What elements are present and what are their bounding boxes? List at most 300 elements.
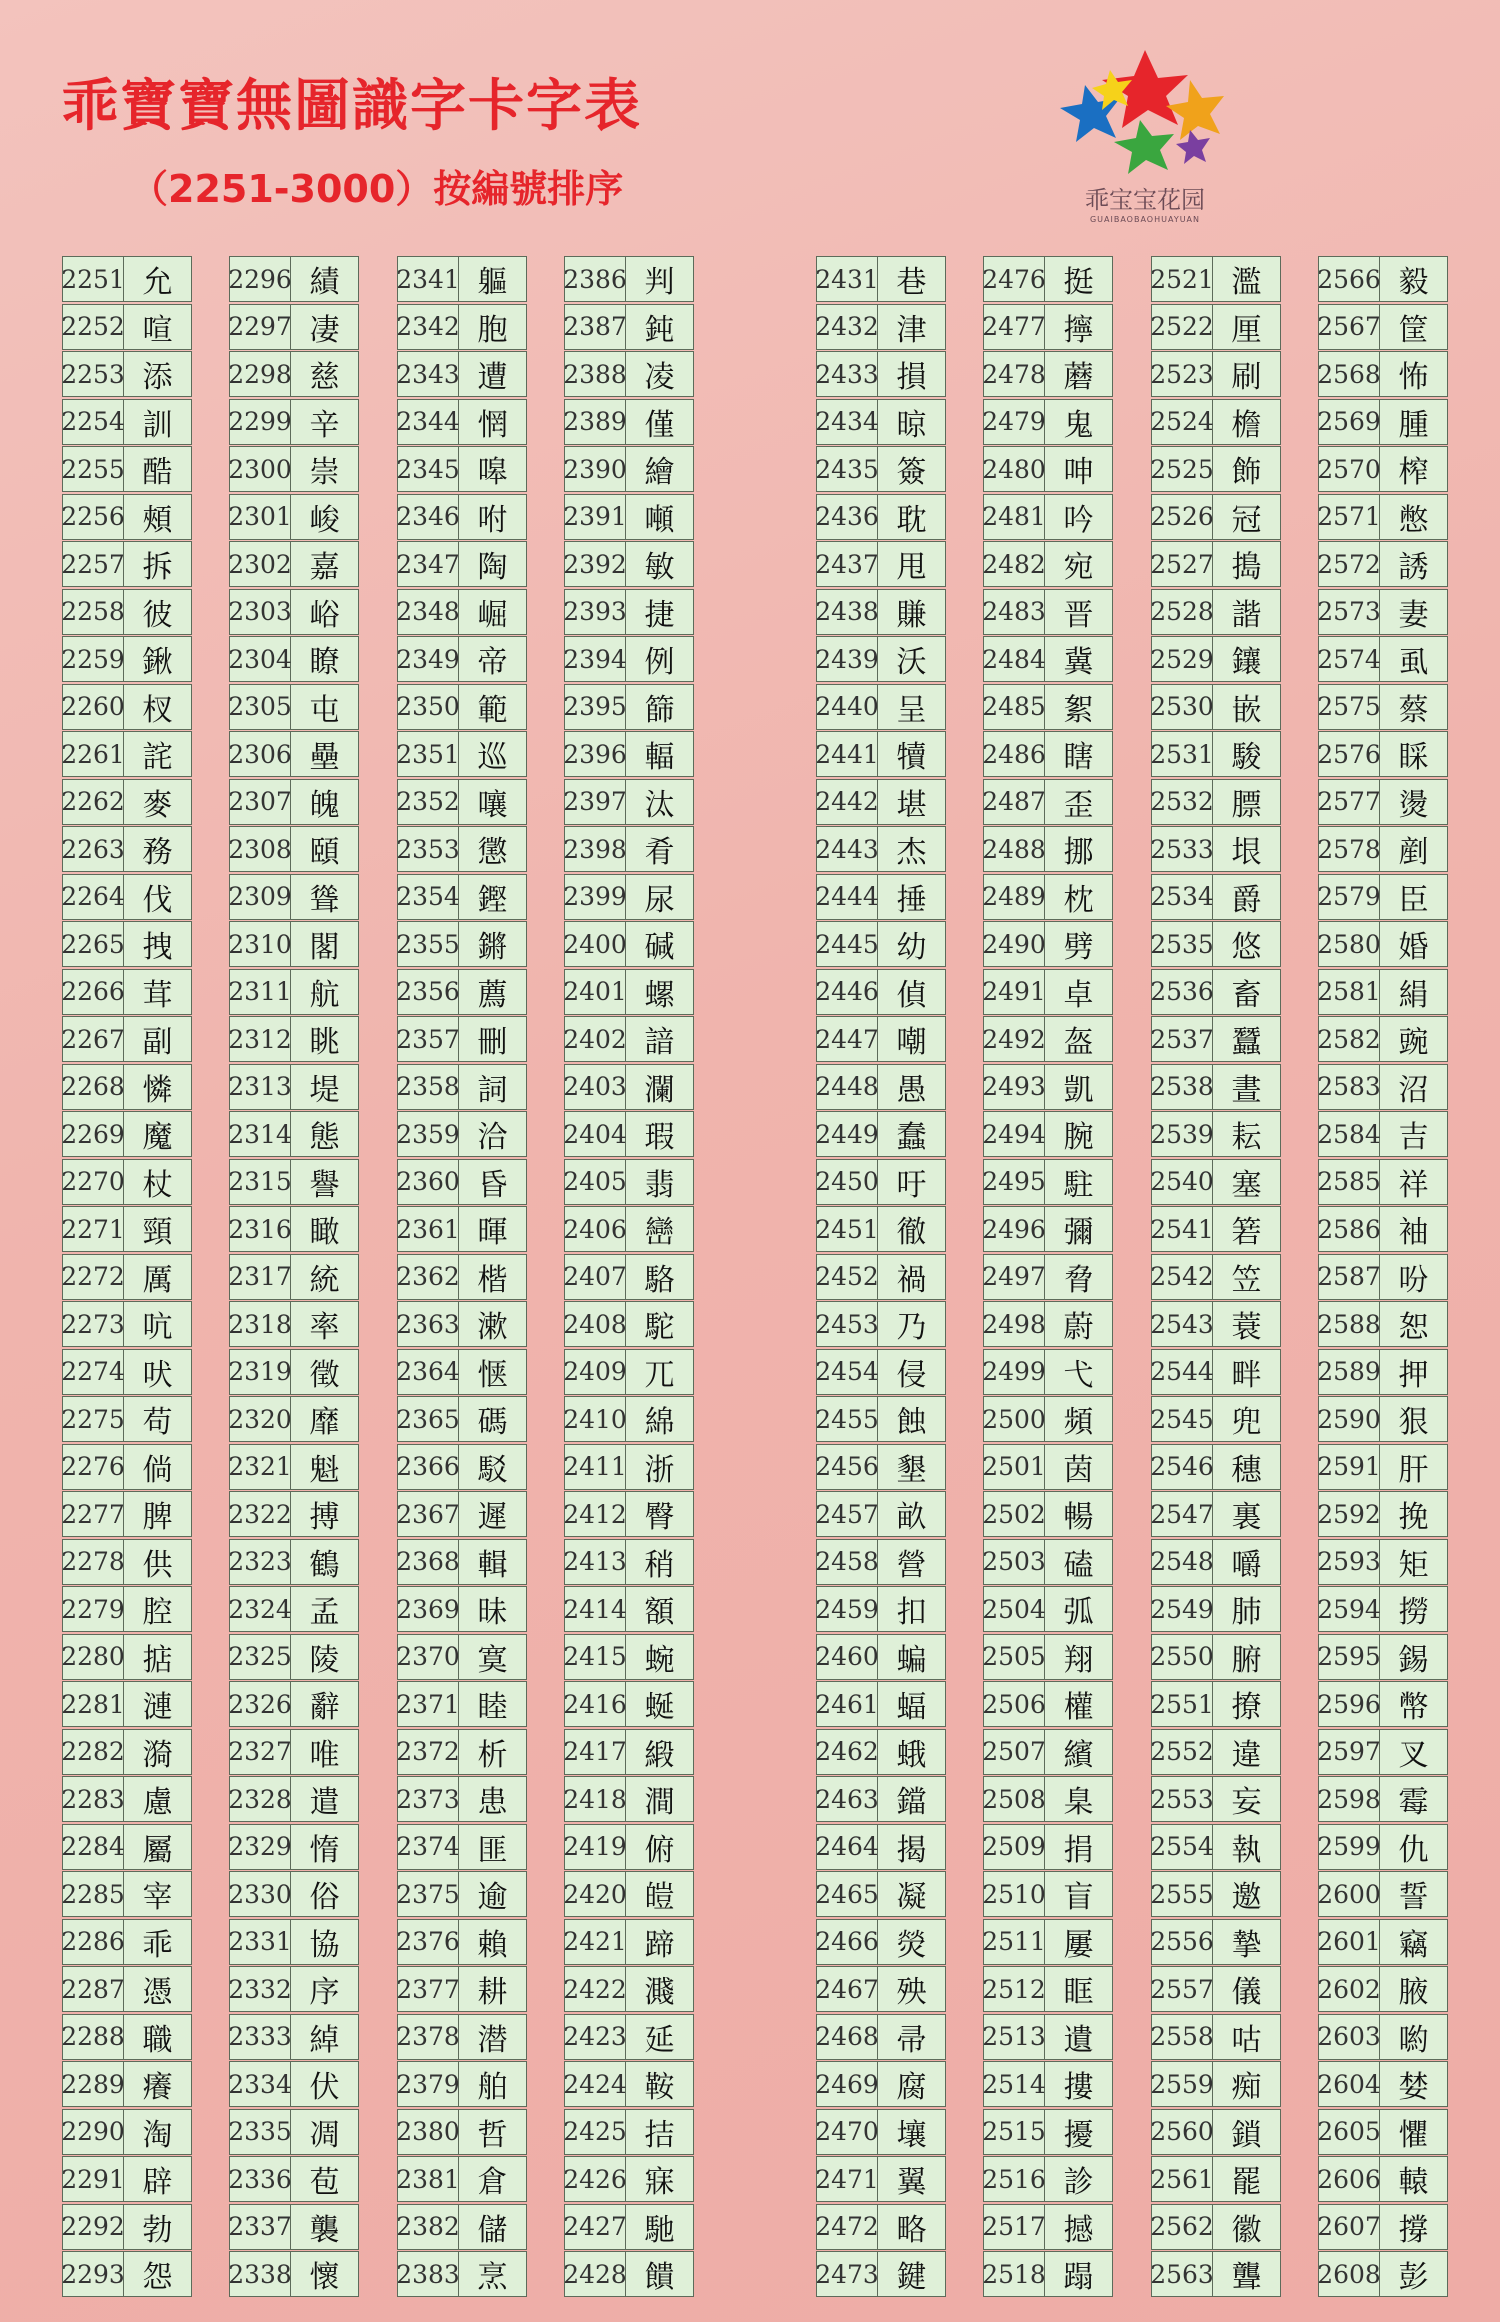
card-number: 2288 (63, 2015, 124, 2059)
table-cell (397, 969, 527, 1015)
card-character: 檐 (1231, 407, 1262, 443)
table-cell (229, 2204, 359, 2250)
table-cell (62, 1729, 192, 1775)
card-number: 2379 (398, 2062, 459, 2106)
card-character: 枕 (1063, 882, 1094, 918)
table-cell (1151, 779, 1281, 825)
card-character: 蝠 (896, 1690, 927, 1725)
card-character: 鐺 (896, 1785, 927, 1820)
card-number: 2527 (1152, 542, 1213, 586)
card-number: 2443 (817, 827, 878, 871)
card-number: 2376 (398, 1920, 459, 1964)
table-cell (229, 446, 359, 492)
table-cell (1318, 1111, 1448, 1157)
card-character: 狠 (1398, 1405, 1429, 1440)
card-number: 2391 (565, 495, 626, 539)
table-cell (983, 1349, 1113, 1395)
card-number: 2455 (817, 1397, 878, 1441)
card-number: 2380 (398, 2110, 459, 2154)
card-number: 2271 (63, 1207, 124, 1251)
card-character: 刪 (477, 1025, 508, 1060)
table-cell (564, 1871, 694, 1917)
table-cell (816, 1966, 946, 2012)
table-cell (229, 1396, 359, 1442)
card-character: 沼 (1398, 1072, 1429, 1108)
card-character: 津 (896, 312, 927, 348)
table-cell (816, 2109, 946, 2155)
table-cell (1151, 826, 1281, 872)
card-character: 俗 (309, 1880, 340, 1915)
card-number: 2405 (565, 1160, 626, 1204)
card-character: 寐 (644, 2165, 675, 2200)
card-character: 蹋 (1063, 2260, 1094, 2295)
table-cell (816, 1064, 946, 1110)
card-number: 2334 (230, 2062, 291, 2106)
card-number: 2588 (1319, 1302, 1380, 1346)
table-cell (397, 1396, 527, 1442)
table-cell (816, 969, 946, 1015)
card-character: 捐 (1063, 1832, 1094, 1868)
flower-logo-icon (1040, 30, 1250, 180)
table-cell (62, 399, 192, 445)
table-column (816, 256, 948, 2299)
table-cell (229, 1586, 359, 1632)
card-number: 2257 (63, 542, 124, 586)
table-cell (62, 636, 192, 682)
card-number: 2371 (398, 1682, 459, 1726)
table-cell (397, 589, 527, 635)
table-cell (1151, 1064, 1281, 1110)
card-character: 摟 (1063, 2070, 1094, 2105)
card-number: 2583 (1319, 1065, 1380, 1109)
card-number: 2286 (63, 1920, 124, 1964)
card-number: 2382 (398, 2205, 459, 2249)
card-character: 捶 (896, 882, 927, 918)
table-cell (397, 1776, 527, 1822)
table-cell (62, 1064, 192, 1110)
card-character: 凋 (309, 2117, 340, 2153)
table-cell (1151, 1349, 1281, 1395)
card-number: 2492 (984, 1017, 1045, 1061)
card-character: 眺 (309, 1025, 340, 1060)
card-character: 押 (1398, 1357, 1429, 1393)
card-character: 厲 (142, 1262, 173, 1298)
card-number: 2316 (230, 1207, 291, 1251)
card-character: 侵 (896, 1357, 927, 1393)
table-cell (62, 589, 192, 635)
table-cell (229, 2014, 359, 2060)
card-character: 腐 (896, 2070, 927, 2105)
card-number: 2596 (1319, 1682, 1380, 1726)
table-cell (816, 2251, 946, 2297)
card-character: 漣 (142, 1690, 173, 1725)
card-character: 兀 (644, 1357, 675, 1393)
table-cell (62, 1301, 192, 1347)
table-cell (397, 636, 527, 682)
table-cell (564, 399, 694, 445)
table-cell (564, 1966, 694, 2012)
card-number: 2573 (1319, 590, 1380, 634)
card-character: 楷 (477, 1262, 508, 1298)
logo-text: 乖宝宝花园 (1085, 186, 1205, 214)
table-cell (564, 494, 694, 540)
table-cell (983, 446, 1113, 492)
card-number: 2482 (984, 542, 1045, 586)
card-character: 判 (644, 265, 675, 300)
card-character: 儀 (1231, 1975, 1262, 2010)
table-cell (564, 1159, 694, 1205)
card-character: 彭 (1398, 2260, 1429, 2295)
table-cell (816, 1206, 946, 1252)
card-number: 2496 (984, 1207, 1045, 1251)
card-number: 2399 (565, 875, 626, 919)
table-cell (1151, 1681, 1281, 1727)
card-character: 宰 (142, 1880, 173, 1915)
card-character: 漱 (477, 1310, 508, 1345)
card-character: 診 (1063, 2165, 1094, 2200)
card-character: 殃 (896, 1975, 927, 2010)
table-cell (816, 1444, 946, 1490)
card-number: 2587 (1319, 1255, 1380, 1299)
card-character: 爵 (1231, 882, 1262, 918)
table-cell (1318, 1349, 1448, 1395)
table-cell (816, 1254, 946, 1300)
table-cell (397, 1871, 527, 1917)
card-number: 2369 (398, 1587, 459, 1631)
table-cell (983, 969, 1113, 1015)
card-number: 2497 (984, 1255, 1045, 1299)
card-number: 2337 (230, 2205, 291, 2249)
card-character: 轅 (1398, 2165, 1429, 2200)
table-cell (564, 1254, 694, 1300)
table-cell (1151, 969, 1281, 1015)
card-number: 2381 (398, 2157, 459, 2201)
card-number: 2540 (1152, 1160, 1213, 1204)
card-number: 2590 (1319, 1397, 1380, 1441)
card-number: 2561 (1152, 2157, 1213, 2201)
table-cell (229, 256, 359, 302)
card-number: 2403 (565, 1065, 626, 1109)
table-cell (983, 1919, 1113, 1965)
table-cell (1318, 1824, 1448, 1870)
card-number: 2413 (565, 1540, 626, 1584)
card-number: 2383 (398, 2252, 459, 2296)
card-number: 2406 (565, 1207, 626, 1251)
table-cell (1151, 921, 1281, 967)
card-character: 舶 (477, 2070, 508, 2105)
table-cell (1151, 1301, 1281, 1347)
card-character: 臀 (644, 1500, 675, 1535)
table-cell (983, 1824, 1113, 1870)
card-number: 2265 (63, 922, 124, 966)
card-character: 腫 (1398, 407, 1429, 443)
card-number: 2601 (1319, 1920, 1380, 1964)
card-character: 惬 (477, 1357, 508, 1393)
card-character: 蘑 (1063, 360, 1094, 395)
card-character: 稍 (644, 1547, 675, 1583)
table-cell (229, 684, 359, 730)
table-column (62, 256, 194, 2299)
card-character: 賺 (896, 597, 927, 633)
table-cell (1151, 399, 1281, 445)
table-cell (564, 1349, 694, 1395)
card-number: 2466 (817, 1920, 878, 1964)
card-character: 辛 (309, 407, 340, 443)
card-number: 2438 (817, 590, 878, 634)
table-cell (397, 1301, 527, 1347)
table-cell (229, 731, 359, 777)
card-character: 範 (477, 692, 508, 728)
card-character: 豌 (1398, 1025, 1429, 1060)
card-character: 蝕 (896, 1405, 927, 1440)
table-cell (229, 1491, 359, 1537)
card-character: 詞 (477, 1072, 508, 1108)
card-number: 2360 (398, 1160, 459, 1204)
card-character: 伏 (309, 2070, 340, 2105)
card-character: 犢 (896, 740, 927, 775)
card-number: 2566 (1319, 257, 1380, 301)
table-cell (229, 1539, 359, 1585)
table-cell (1318, 731, 1448, 777)
table-cell (983, 399, 1113, 445)
card-character: 冀 (1063, 645, 1094, 680)
table-cell (816, 1349, 946, 1395)
card-character: 幼 (896, 930, 927, 965)
table-cell (983, 1064, 1113, 1110)
card-character: 帝 (477, 645, 508, 680)
card-number: 2530 (1152, 685, 1213, 729)
card-number: 2352 (398, 780, 459, 824)
card-number: 2356 (398, 970, 459, 1014)
card-character: 濫 (1231, 265, 1262, 300)
card-character: 揭 (896, 1832, 927, 1868)
card-number: 2476 (984, 257, 1045, 301)
card-character: 詫 (142, 740, 173, 775)
card-character: 擰 (1063, 312, 1094, 348)
table-cell (816, 1729, 946, 1775)
card-number: 2366 (398, 1445, 459, 1489)
card-character: 薦 (477, 977, 508, 1013)
card-character: 笠 (1231, 1262, 1262, 1298)
card-character: 遲 (477, 1500, 508, 1535)
card-number: 2310 (230, 922, 291, 966)
card-number: 2322 (230, 1492, 291, 1536)
table-cell (983, 1871, 1113, 1917)
card-character: 蔚 (1063, 1310, 1094, 1345)
card-number: 2422 (565, 1967, 626, 2011)
card-number: 2267 (63, 1017, 124, 1061)
card-number: 2481 (984, 495, 1045, 539)
table-cell (229, 2156, 359, 2202)
table-cell (1318, 1206, 1448, 1252)
table-cell (1318, 874, 1448, 920)
card-character: 態 (309, 1120, 340, 1155)
card-character: 職 (142, 2022, 173, 2058)
card-number: 2555 (1152, 1872, 1213, 1916)
table-cell (816, 1301, 946, 1347)
card-character: 率 (309, 1310, 340, 1345)
card-character: 慈 (309, 360, 340, 395)
card-character: 聳 (309, 882, 340, 918)
card-character: 肝 (1398, 1452, 1429, 1488)
card-number: 2487 (984, 780, 1045, 824)
card-number: 2562 (1152, 2205, 1213, 2249)
card-number: 2328 (230, 1777, 291, 1821)
card-character: 析 (477, 1737, 508, 1773)
card-number: 2276 (63, 1445, 124, 1489)
table-cell (62, 1254, 192, 1300)
card-character: 惘 (477, 407, 508, 443)
card-character: 杰 (896, 835, 927, 870)
card-number: 2307 (230, 780, 291, 824)
card-number: 2397 (565, 780, 626, 824)
card-number: 2608 (1319, 2252, 1380, 2296)
card-character: 睦 (477, 1690, 508, 1725)
card-number: 2600 (1319, 1872, 1380, 1916)
table-cell (397, 826, 527, 872)
table-cell (229, 589, 359, 635)
card-character: 晝 (1231, 1072, 1262, 1108)
table-cell (397, 304, 527, 350)
card-character: 駝 (644, 1310, 675, 1345)
table-cell (1151, 2109, 1281, 2155)
card-number: 2446 (817, 970, 878, 1014)
card-number: 2541 (1152, 1207, 1213, 1251)
card-character: 蓑 (1231, 1310, 1262, 1345)
table-cell (1151, 636, 1281, 682)
card-number: 2386 (565, 257, 626, 301)
table-cell (1318, 2156, 1448, 2202)
card-number: 2607 (1319, 2205, 1380, 2249)
card-character: 駐 (1063, 1167, 1094, 1203)
card-character: 航 (309, 977, 340, 1013)
card-number: 2370 (398, 1635, 459, 1679)
table-cell (816, 1634, 946, 1680)
card-number: 2513 (984, 2015, 1045, 2059)
card-character: 陵 (309, 1642, 340, 1678)
table-cell (983, 1966, 1113, 2012)
table-cell (816, 1396, 946, 1442)
card-number: 2441 (817, 732, 878, 776)
table-cell (1318, 1064, 1448, 1110)
card-character: 臬 (1063, 1785, 1094, 1820)
card-number: 2353 (398, 827, 459, 871)
card-number: 2324 (230, 1587, 291, 1631)
table-cell (62, 1016, 192, 1062)
card-character: 耕 (477, 1975, 508, 2010)
card-character: 惰 (309, 1832, 340, 1868)
table-cell (564, 684, 694, 730)
card-character: 嚼 (1231, 1547, 1262, 1583)
card-number: 2468 (817, 2015, 878, 2059)
card-number: 2417 (565, 1730, 626, 1774)
card-character: 杖 (142, 1167, 173, 1203)
table-cell (397, 399, 527, 445)
card-character: 捷 (644, 597, 675, 633)
card-number: 2436 (817, 495, 878, 539)
card-number: 2425 (565, 2110, 626, 2154)
table-cell (62, 1681, 192, 1727)
card-character: 耽 (896, 502, 927, 538)
card-number: 2471 (817, 2157, 878, 2201)
table-cell (1151, 2204, 1281, 2250)
table-cell (397, 1159, 527, 1205)
table-cell (1151, 446, 1281, 492)
card-number: 2538 (1152, 1065, 1213, 1109)
card-character: 怨 (142, 2260, 173, 2295)
table-cell (1318, 2204, 1448, 2250)
table-cell (229, 2109, 359, 2155)
card-character: 愚 (896, 1072, 927, 1108)
card-character: 徽 (1231, 2212, 1262, 2248)
card-number: 2591 (1319, 1445, 1380, 1489)
card-number: 2532 (1152, 780, 1213, 824)
card-character: 癢 (142, 2070, 173, 2105)
card-number: 2462 (817, 1730, 878, 1774)
card-character: 叉 (1398, 1737, 1429, 1773)
card-number: 2558 (1152, 2015, 1213, 2059)
table-cell (1151, 304, 1281, 350)
table-cell (397, 874, 527, 920)
table-cell (1151, 2014, 1281, 2060)
card-number: 2309 (230, 875, 291, 919)
card-number: 2432 (817, 305, 878, 349)
card-character: 矩 (1398, 1547, 1429, 1583)
card-number: 2528 (1152, 590, 1213, 634)
card-number: 2575 (1319, 685, 1380, 729)
card-number: 2489 (984, 875, 1045, 919)
table-cell (229, 2251, 359, 2297)
card-character: 錫 (1398, 1642, 1429, 1678)
card-character: 儲 (477, 2212, 508, 2248)
table-cell (564, 1301, 694, 1347)
table-cell (62, 1111, 192, 1157)
page-title: 乖寶寶無圖識字卡字表 (62, 74, 642, 139)
card-number: 2372 (398, 1730, 459, 1774)
card-number: 2344 (398, 400, 459, 444)
card-number: 2426 (565, 2157, 626, 2201)
card-character: 鑲 (1231, 645, 1262, 680)
table-cell (564, 1396, 694, 1442)
card-character: 蛾 (896, 1737, 927, 1773)
card-character: 閣 (309, 930, 340, 965)
table-cell (983, 1491, 1113, 1537)
card-number: 2453 (817, 1302, 878, 1346)
card-number: 2543 (1152, 1302, 1213, 1346)
card-number: 2348 (398, 590, 459, 634)
table-cell (229, 1159, 359, 1205)
card-character: 瞭 (309, 645, 340, 680)
table-cell (1151, 1966, 1281, 2012)
card-number: 2584 (1319, 1112, 1380, 1156)
table-cell (62, 1776, 192, 1822)
card-number: 2296 (230, 257, 291, 301)
card-number: 2398 (565, 827, 626, 871)
card-character: 洽 (477, 1120, 508, 1155)
table-cell (1151, 1729, 1281, 1775)
table-cell (62, 1539, 192, 1585)
table-cell (229, 1776, 359, 1822)
card-character: 毅 (1398, 265, 1429, 300)
card-character: 輯 (477, 1547, 508, 1583)
card-character: 拮 (644, 2117, 675, 2153)
card-number: 2549 (1152, 1587, 1213, 1631)
table-cell (1318, 1254, 1448, 1300)
card-character: 罷 (1231, 2165, 1262, 2200)
card-number: 2501 (984, 1445, 1045, 1489)
table-cell (1318, 684, 1448, 730)
table-cell (1318, 1871, 1448, 1917)
